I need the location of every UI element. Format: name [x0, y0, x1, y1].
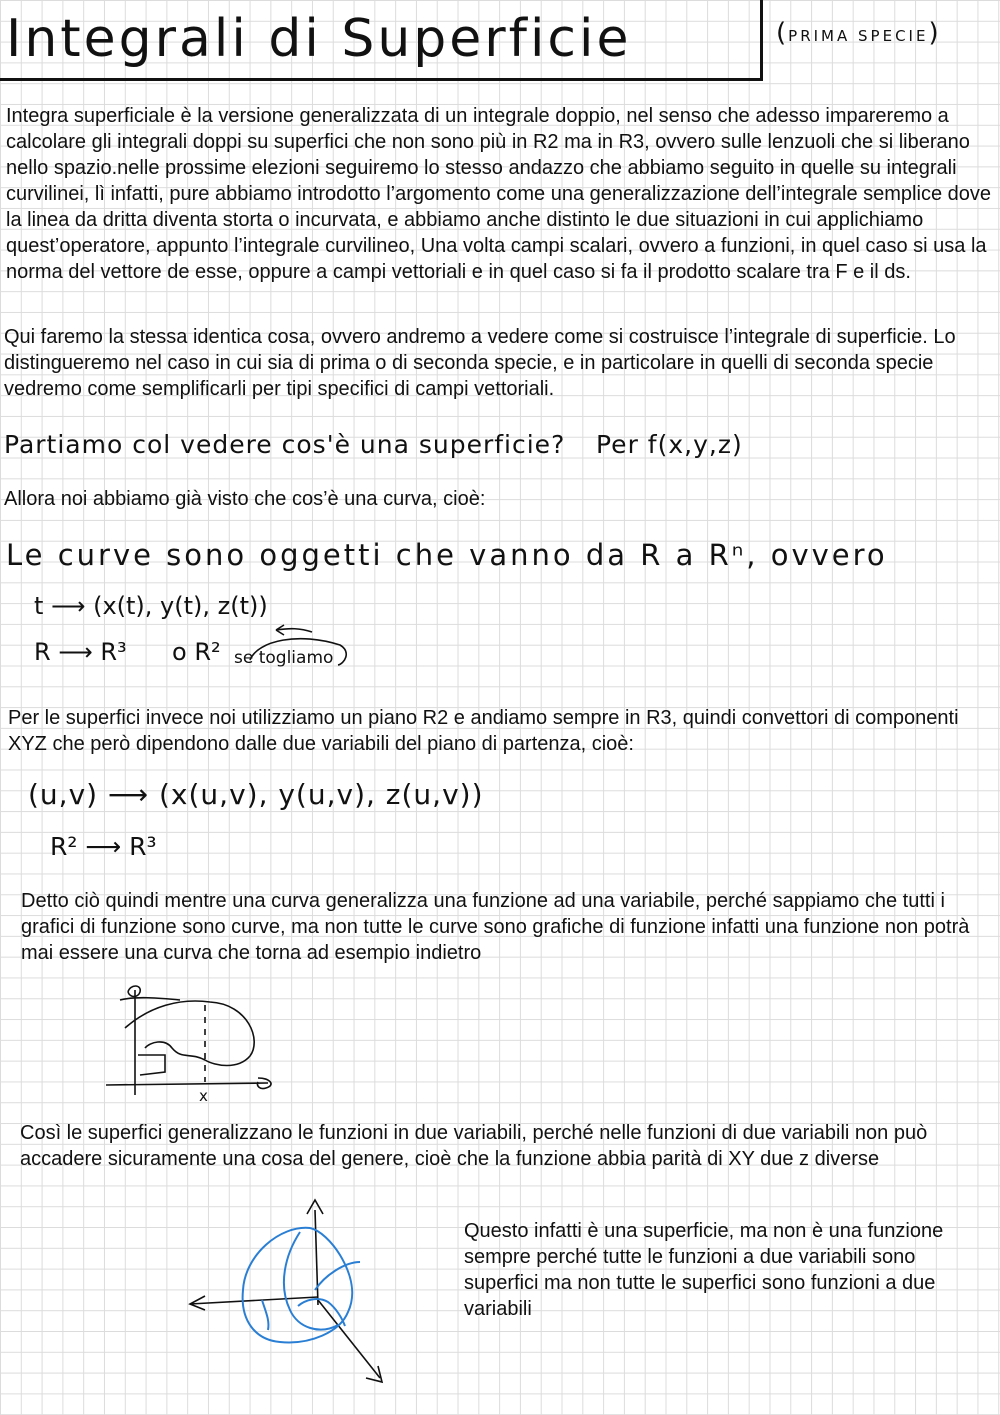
paragraph-plan: Qui faremo la stessa identica cosa, ovvero andremo a vedere come si costruisce l’integrale di superficie. Lo distingueremo nel caso in cui sia di prima o di seconda specie, e in particolare in quelli di seconda specie vedremo come semplificarli per tipi specifici di campi vettoriali. — [4, 326, 956, 400]
handwritten-function: Per f(x,y,z) — [596, 430, 743, 459]
paragraph-curve-intro: Allora noi abbiamo già visto che cos’è una curva, cioè: — [4, 488, 486, 510]
surface-y-axis — [190, 1297, 318, 1304]
handwritten-curve-definition: Le curve sono oggetti che vanno da R a Rⁿ, ovvero — [6, 538, 888, 572]
surface-blob-sketch — [243, 1228, 360, 1343]
handwritten-curve-r2: o R² — [172, 638, 221, 666]
surface-x-arrow-icon — [366, 1366, 382, 1382]
paragraph-surface-not-function: Questo infatti è una superficie, ma non è una funzione sempre perché tutte le funzioni a due variabili sono superfici ma non tutte le superfici sono funzioni a due variabili — [464, 1220, 944, 1320]
handwritten-curve-note: se togliamo — [234, 648, 334, 668]
handwritten-curve-spaces: R ⟶ R³ — [34, 638, 127, 666]
paragraph-curve-vs-function: Detto ciò quindi mentre una curva generalizza una funzione ad una variabile, perché sappiamo che tutti i grafici di funzione sono curve, ma non tutte le curve sono grafiche di funzione infatti una funzione non potrà mai essere una curva che torna ad esempio indietro — [21, 890, 970, 964]
surface-low-stroke — [262, 1300, 268, 1330]
title-note: (PRIMA SPECIE) — [776, 18, 941, 48]
handwritten-curve-map: t ⟶ (x(t), y(t), z(t)) — [34, 592, 268, 620]
surface-z-axis — [315, 1210, 318, 1305]
surface-side-stroke — [315, 1262, 360, 1290]
handwritten-surface-map: (u,v) ⟶ (x(u,v), y(u,v), z(u,v)) — [28, 778, 484, 811]
paragraph-surface-intro: Per le superfici invece noi utilizziamo un piano R2 e andiamo sempre in R3, quindi convettori di componenti XYZ che però dipendono dalle due variabili del piano di partenza, cioè: — [8, 707, 959, 755]
paragraph-surface-generalization: Così le superfici generalizzano le funzioni in due variabili, perché nelle funzioni di due variabili non può accadere sicuramente una cosa del genere, cioè che la funzione abbia parità di XY due z diverse — [20, 1122, 928, 1170]
handwritten-question: Partiamo col vedere cos'è una superficie? — [4, 430, 566, 459]
handwritten-surface-spaces: R² ⟶ R³ — [50, 832, 157, 861]
paragraph-intro: Integra superficiale è la versione generalizzata di un integrale doppio, nel senso che adesso impareremo a calcolare gli integrali doppi su superfici che non sono più in R2 ma in R3, ovvero sulle lenzuoli che si liberano nello spazio.nelle prossime elezioni seguiremo lo stesso andazzo che abbiamo seguito in quelle su integrali curvilinei, lì infatti, pure abbiamo introdotto l’argomento come una generalizzazione dell’integrale semplice dove la linea da dritta diventa storta o incurvata, e abbiamo anche distinto le due situazioni in cui applichiamo quest’operatore, appunto l’integrale curvilineo, Una volta campi scalari, ovvero a funzioni, in quel caso si usa la norma del vettore de esse, oppure a campi vettoriali e in quel caso si fa il prodotto scalare tra F e il ds. — [6, 105, 991, 283]
page-title: Integrali di Superficie — [6, 9, 632, 69]
surface-fold-stroke — [298, 1299, 345, 1326]
title-note-text: PRIMA SPECIE — [788, 27, 929, 45]
graph-x-label: x — [199, 1087, 208, 1105]
